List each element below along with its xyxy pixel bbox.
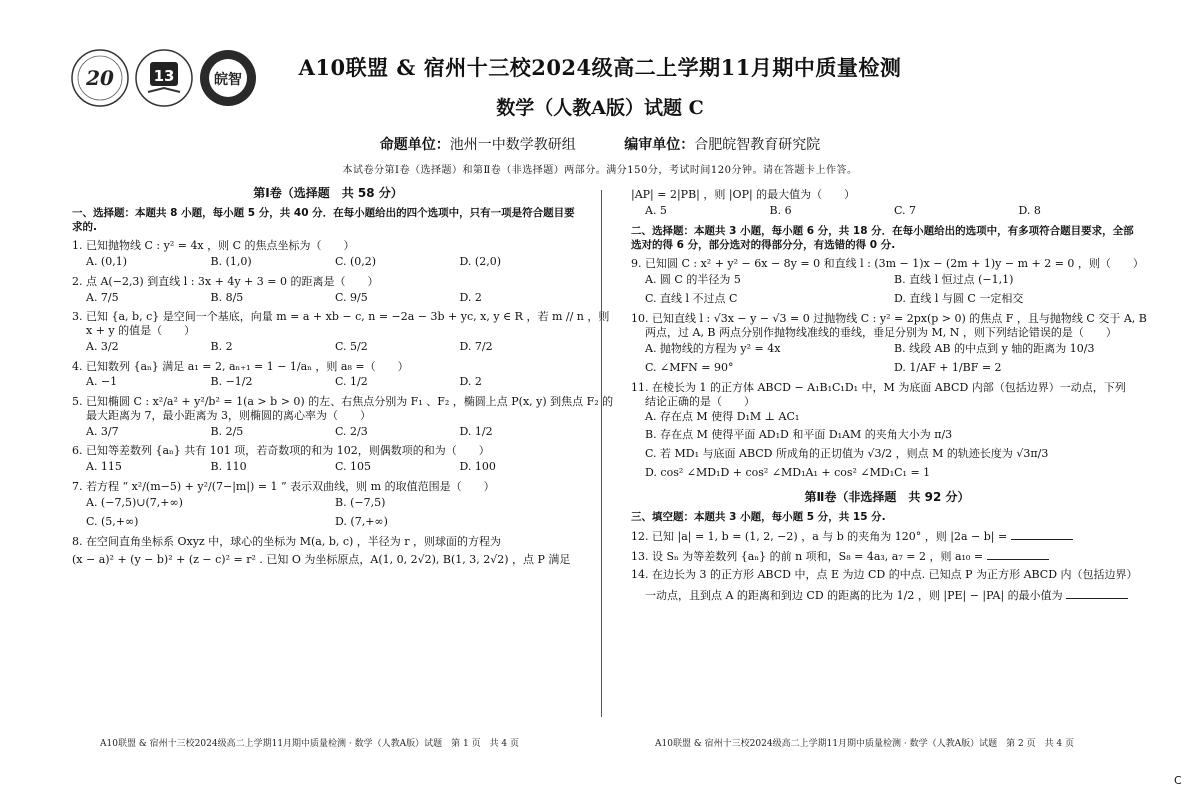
- question-13: [631, 549, 1143, 564]
- footer-right: A10联盟 & 宿州十三校2024级高二上学期11月期中质量检测 · 数学（人教A版）试题 第 2 页 共 4 页: [655, 739, 1075, 749]
- question-stem: 9. 已知圆 C : x² + y² − 6x − 8y = 0 和直线 l : (3m − 1)x − (2m + 1)y − m + 2 = 0 ，则（ ）: [631, 256, 1144, 270]
- corner-version-mark: C: [1174, 774, 1182, 787]
- option-c: C. (0,2): [335, 255, 377, 269]
- option-c: C. 5/2: [335, 339, 368, 353]
- question-stem: 1. 已知抛物线 C : y² = 4x ，则 C 的焦点坐标为（ ）: [72, 239, 355, 253]
- question-stem-cont: x + y 的值是（ ）: [86, 324, 196, 338]
- option-c: C. 9/5: [335, 290, 368, 304]
- question-stem: 2. 点 A(−2,3) 到直线 l : 3x + 4y + 3 = 0 的距离是（ ）: [72, 274, 379, 288]
- answer-blank: [1066, 588, 1128, 599]
- option-b: B. 线段 AB 的中点到 y 轴的距离为 10/3: [894, 341, 1095, 355]
- option-a: A. 5: [645, 203, 667, 217]
- question-stem: 3. 已知 {a, b, c} 是空间一个基底，向量 m = a + xb − c, n = −2a − 3b + yc, x, y ∈ R ，若 m // n ，则: [72, 310, 610, 324]
- option-a: A. −1: [86, 375, 118, 389]
- author-value: 池州一中数学教研组: [449, 137, 576, 153]
- option-b: B. (1,0): [210, 255, 252, 269]
- question-8: [72, 535, 584, 567]
- option-b: B. 110: [210, 460, 247, 474]
- option-b: B. 2/5: [210, 424, 244, 438]
- option-d: D. 100: [459, 460, 496, 474]
- option-c: C. 直线 l 不过点 C: [645, 292, 738, 306]
- question-12: [631, 529, 1143, 544]
- option-a: A. 抛物线的方程为 y² = 4x: [645, 341, 781, 355]
- question-14: [631, 568, 1143, 603]
- option-a: A. 3/2: [86, 339, 119, 353]
- question-stem-cont: 结论正确的是（ ）: [645, 394, 755, 408]
- question-stem-cont: 两点，过 A, B 两点分别作抛物线准线的垂线，垂足分别为 M, N ，则下列结论错误的是（ ）: [645, 325, 1117, 339]
- left-column: [72, 186, 614, 569]
- option-b: B. 6: [769, 203, 792, 217]
- question-stem: 14. 在边长为 3 的正方形 ABCD 中，点 E 为边 CD 的中点. 已知点 P 为正方形 ABCD 内（包括边界）: [631, 568, 1138, 582]
- question-4: [72, 360, 584, 390]
- option-c: C. 若 MD₁ 与底面 ABCD 所成角的正切值为 √3/2 ，则点 M 的轨迹长度为 √3π/3: [645, 447, 1049, 461]
- column-divider: [601, 190, 602, 717]
- question-stem-cont: 一动点，且到点 A 的距离和到边 CD 的距离的比为 1/2 ，则 |PE| − |PA| 的最小值为: [645, 589, 1063, 603]
- option-d: D. 2: [459, 375, 482, 389]
- option-b: B. 直线 l 恒过点 (−1,1): [894, 272, 1014, 286]
- option-d: D. 7/2: [459, 339, 493, 353]
- section-one-heading: 一、选择题：本题共 8 小题，每小题 5 分，共 40 分．在每小题给出的四个选项中，只有一项是符合题目要求的.: [72, 207, 575, 234]
- right-column: [631, 188, 1147, 605]
- option-d: D. 1/AF + 1/BF = 2: [894, 361, 1002, 375]
- section-two-heading: 二、选择题：本题共 3 小题，每小题 6 分，共 18 分．在每小题给出的选项中，有多项符合题目要求，全部选对的得 6 分，部分选对的得部分分，有选错的得 0 分.: [631, 224, 1134, 251]
- footer-left: A10联盟 & 宿州十三校2024级高二上学期11月期中质量检测 · 数学（人教A版）试题 第 1 页 共 4 页: [100, 739, 520, 749]
- question-stem: 4. 已知数列 {aₙ} 满足 a₁ = 2, aₙ₊₁ = 1 − 1/aₙ ，则 a₈ =（ ）: [72, 359, 409, 373]
- question-6: [72, 444, 584, 474]
- exam-notice: 本试卷分第Ⅰ卷（选择题）和第Ⅱ卷（非选择题）两部分。满分150分，考试时间120分钟。请在答题卡上作答。: [342, 165, 858, 176]
- question-7: [72, 480, 584, 529]
- option-d: D. 1/2: [459, 424, 493, 438]
- option-d: D. (7,+∞): [335, 515, 388, 529]
- option-b: B. 8/5: [210, 290, 244, 304]
- question-2: [72, 275, 584, 305]
- question-stem: 12. 已知 |a| = 1, b = (1, 2, −2) ，a 与 b 的夹角为 120° ，则 |2a − b| =: [631, 529, 1008, 543]
- svg-text:皖智: 皖智: [214, 72, 242, 88]
- option-c: C. (5,+∞): [86, 515, 139, 529]
- exam-title: A10联盟 & 宿州十三校2024级高二上学期11月期中质量检测: [298, 55, 902, 80]
- option-c: C. ∠MFN = 90°: [645, 361, 734, 375]
- option-a: A. 115: [86, 460, 122, 474]
- question-stem: 10. 已知直线 l : √3x − y − √3 = 0 过抛物线 C : y² = 2px(p > 0) 的焦点 F ，且与抛物线 C 交于 A, B: [631, 312, 1147, 326]
- option-a: A. (−7,5)∪(7,+∞): [86, 495, 183, 509]
- question-stem: 5. 已知椭圆 C : x²/a² + y²/b² = 1(a > b > 0) 的左、右焦点分别为 F₁ 、F₂ ，椭圆上点 P(x, y) 到焦点 F₂ 的: [72, 395, 614, 409]
- question-stem: 7. 若方程 “ x²/(m−5) + y²/(7−|m|) = 1 ” 表示双曲线，则 m 的取值范围是（ ）: [72, 479, 495, 493]
- option-a: A. 圆 C 的半径为 5: [645, 272, 741, 286]
- question-9: [631, 257, 1143, 306]
- question-8-continued: [631, 188, 1143, 218]
- option-a: A. 3/7: [86, 424, 119, 438]
- volume-two-heading: 第Ⅱ卷（非选择题 共 92 分）: [804, 489, 970, 504]
- option-d: D. 直线 l 与圆 C 一定相交: [894, 292, 1024, 306]
- question-3: [72, 310, 610, 353]
- option-b: B. 存在点 M 使得平面 AD₁D 和平面 D₁AM 的夹角大小为 π/3: [645, 428, 953, 442]
- answer-blank: [987, 549, 1049, 560]
- option-d: D. 8: [1018, 203, 1041, 217]
- question-5: [72, 395, 614, 438]
- question-stem: |AP| = 2|PB| ，则 |OP| 的最大值为（ ）: [631, 188, 856, 201]
- question-stem: 8. 在空间直角坐标系 Oxyz 中，球心的坐标为 M(a, b, c) ，半径为 r ，则球面的方程为: [72, 535, 502, 549]
- question-11: [631, 381, 1143, 480]
- question-stem: 11. 在棱长为 1 的正方体 ABCD − A₁B₁C₁D₁ 中，M 为底面 ABCD 内部（包括边界）一动点，下列: [631, 381, 1126, 395]
- question-1: [72, 239, 584, 269]
- option-c: C. 2/3: [335, 424, 368, 438]
- option-c: C. 105: [335, 460, 372, 474]
- option-b: B. (−7,5): [335, 495, 386, 509]
- author-label: 命题单位：: [379, 137, 450, 153]
- option-b: B. −1/2: [210, 375, 253, 389]
- option-d: D. cos² ∠MD₁D + cos² ∠MD₁A₁ + cos² ∠MD₁C₁ = 1: [645, 465, 931, 479]
- exam-subtitle: 数学（人教A版）试题 C: [496, 97, 704, 119]
- reviewer-label: 编审单位：: [624, 137, 695, 153]
- volume-one-heading: 第Ⅰ卷（选择题 共 58 分）: [253, 186, 403, 200]
- option-c: C. 7: [894, 203, 917, 217]
- question-stem-cont: 最大距离为 7，最小距离为 3，则椭圆的离心率为（ ）: [86, 408, 371, 422]
- svg-text:13: 13: [153, 67, 175, 85]
- question-10: [631, 312, 1147, 375]
- reviewer-value: 合肥皖智教育研究院: [694, 137, 821, 153]
- option-a: A. 存在点 M 使得 D₁M ⊥ AC₁: [645, 409, 800, 423]
- option-a: A. 7/5: [86, 290, 119, 304]
- option-d: D. 2: [459, 290, 482, 304]
- option-d: D. (2,0): [459, 255, 501, 269]
- option-a: A. (0,1): [86, 255, 128, 269]
- option-b: B. 2: [210, 339, 233, 353]
- units-line: [0, 134, 1200, 154]
- section-three-heading: 三、填空题：本题共 3 小题，每小题 5 分，共 15 分.: [631, 510, 886, 523]
- answer-blank: [1011, 529, 1073, 540]
- option-c: C. 1/2: [335, 375, 368, 389]
- question-stem-cont: (x − a)² + (y − b)² + (z − c)² = r² . 已知 O 为坐标原点，A(1, 0, 2√2), B(1, 3, 2√2) ，点 P 满足: [72, 552, 571, 566]
- question-stem: 6. 已知等差数列 {aₙ} 共有 101 项，若奇数项的和为 102，则偶数项的和为（ ）: [72, 444, 490, 458]
- question-stem: 13. 设 Sₙ 为等差数列 {aₙ} 的前 n 项和，S₈ = 4a₃, a₇ = 2 ，则 a₁₀ =: [631, 549, 984, 563]
- svg-text:20: 20: [86, 66, 114, 90]
